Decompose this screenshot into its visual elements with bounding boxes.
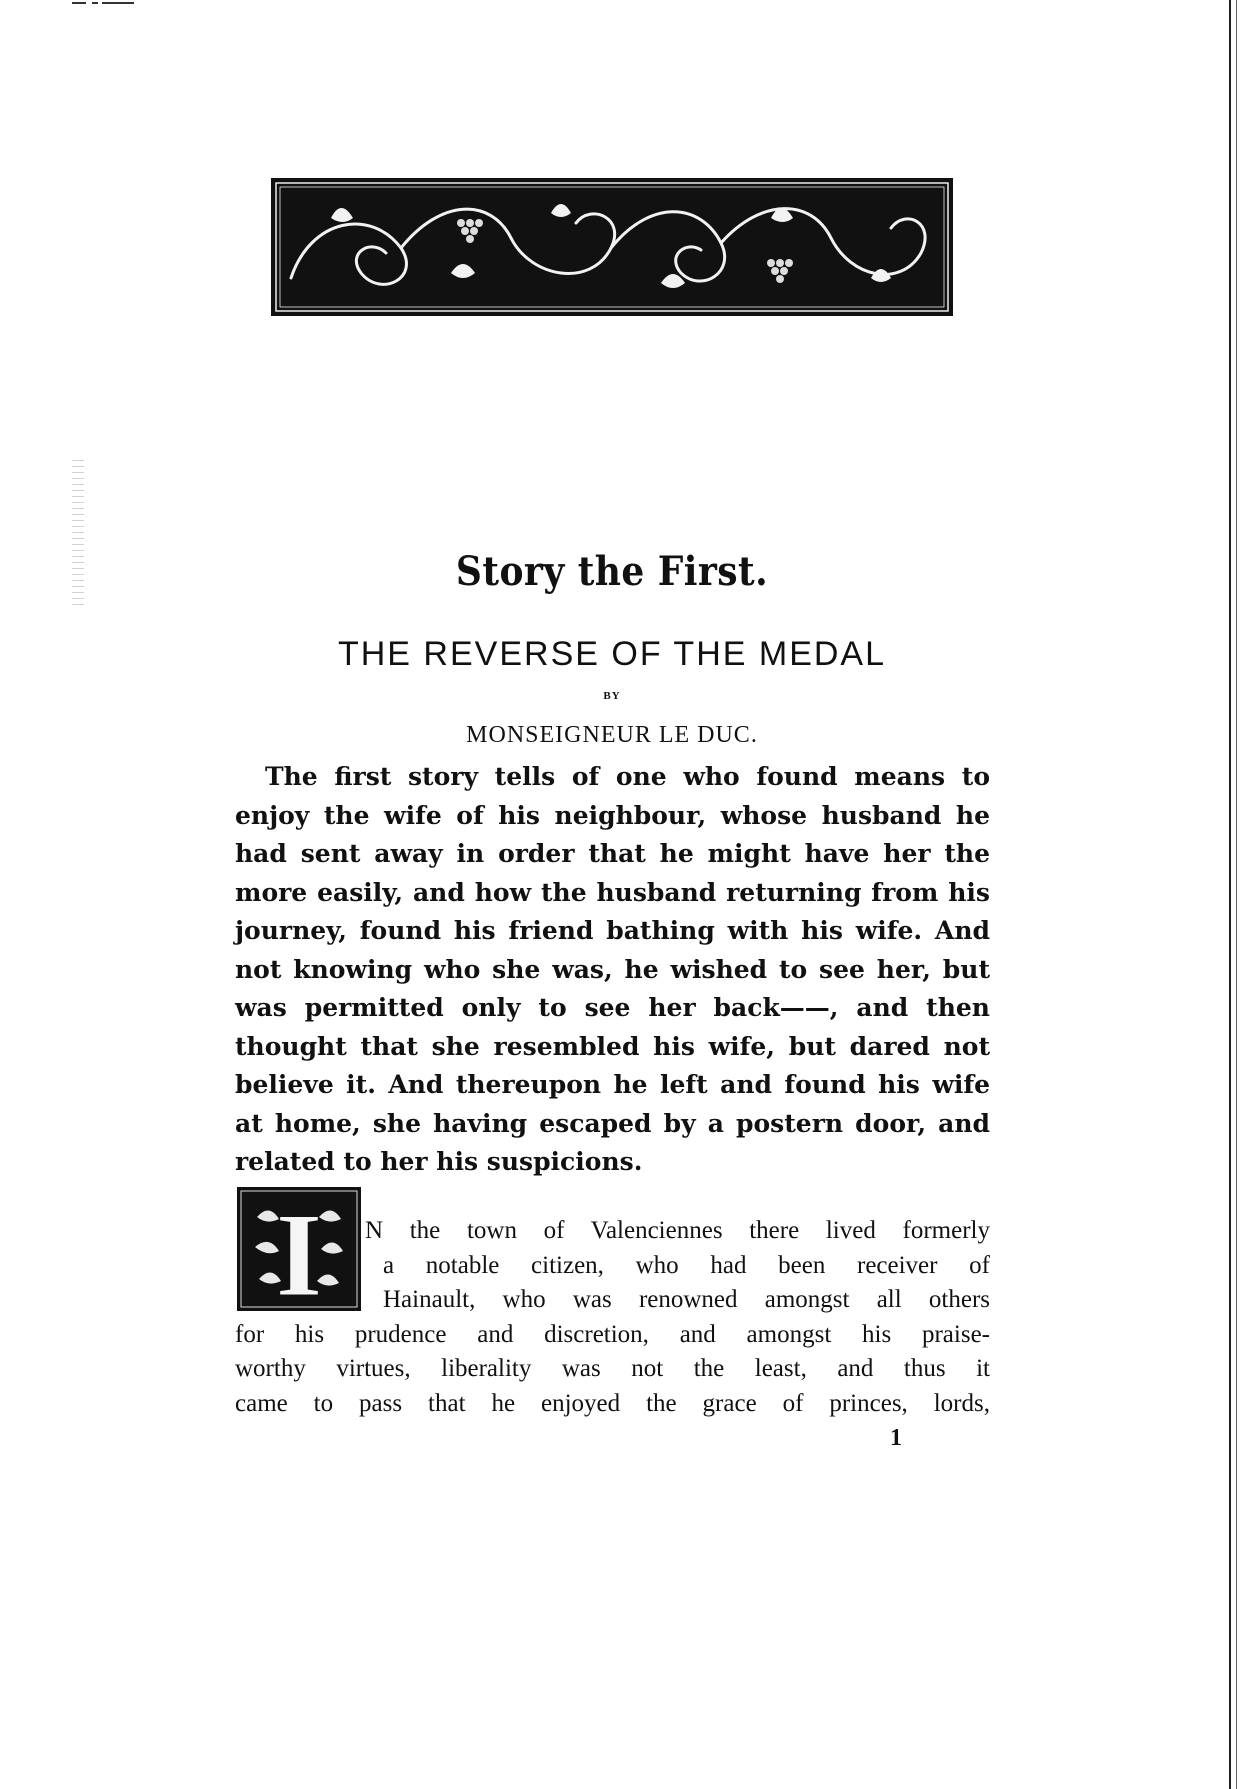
ornamental-headpiece	[271, 178, 953, 316]
body-line: worthy virtues, liberality was not the least, and thus it	[235, 1355, 990, 1382]
author-name: MONSEIGNEUR LE DUC.	[466, 722, 758, 748]
byline-label: BY	[603, 690, 621, 702]
story-body	[235, 1214, 990, 1421]
page-edge	[1229, 0, 1231, 1789]
scan-gutter-marks	[72, 460, 84, 610]
body-line: came to pass that he enjoyed the grace of princes, lords,	[235, 1389, 990, 1417]
dropcap-letter: I	[275, 1188, 323, 1311]
page-number: 1	[890, 1425, 902, 1451]
body-line: Hainault, who was renowned amongst all others	[383, 1286, 990, 1313]
story-summary	[235, 758, 990, 1182]
scan-corner-mark	[72, 2, 134, 5]
story-heading: Story the First.	[455, 548, 769, 595]
body-line: a notable citizen, who had been receiver of	[383, 1251, 990, 1279]
body-line: for his prudence and discretion, and amongst his praise-	[235, 1320, 990, 1348]
body-line: N the town of Valenciennes there lived formerly	[365, 1217, 990, 1244]
summary-text: The first story tells of one who found means to enjoy the wife of his neighbour, whose husband he had sent away in order that he might have her the more easily, and how the husband returning from his journey, found his friend bathing with his wife. And not knowing who she was, he wished to see her, but was permitted only to see her back——, and then thought that she resembled his wife, but dared not believe it. And thereupon he left and found his wife at home, she having escaped by a postern door, and related to her his suspicions.	[235, 762, 990, 1176]
page-edge-shadow	[1236, 0, 1237, 1789]
story-title: THE REVERSE OF THE MEDAL	[337, 635, 887, 673]
